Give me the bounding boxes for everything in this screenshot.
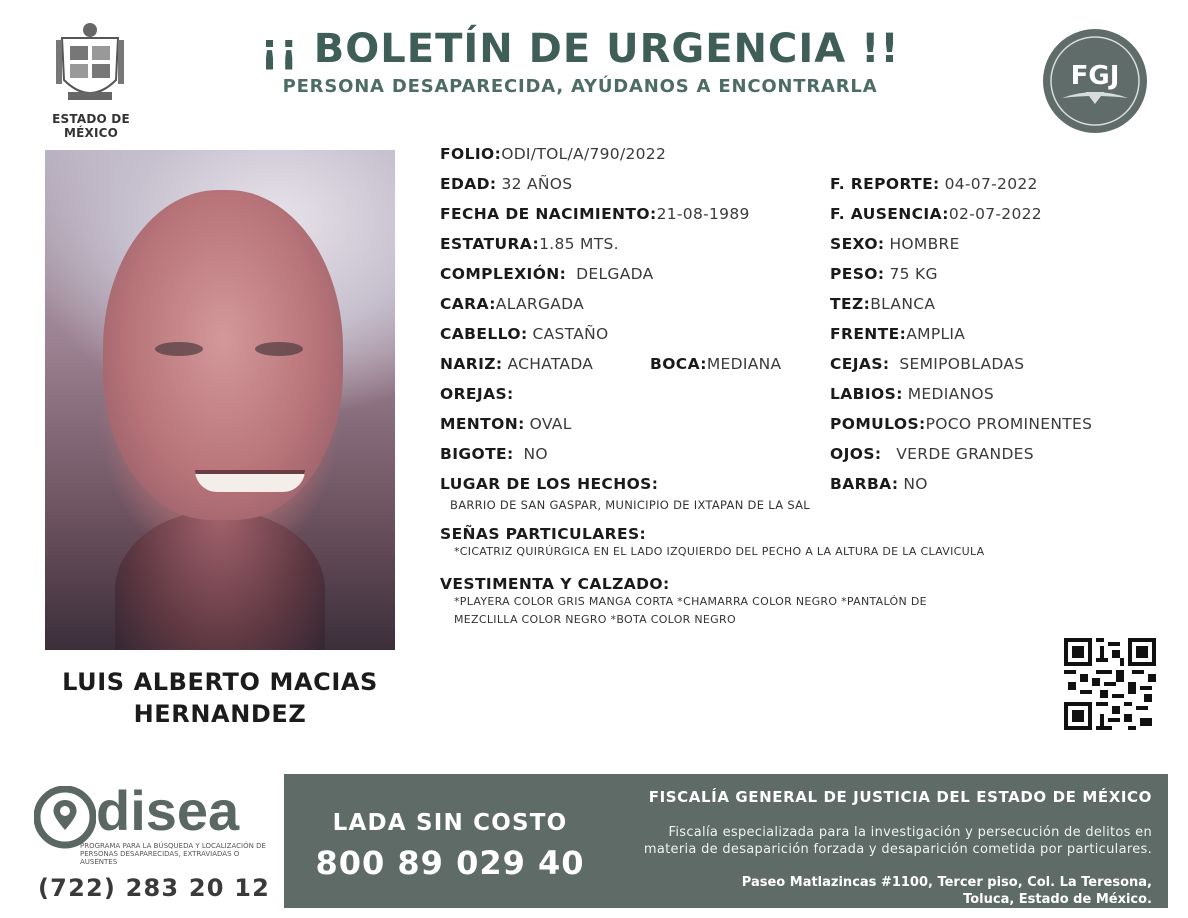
field-estatura: ESTATURA:1.85 MTS.	[440, 235, 619, 253]
field-complexion: COMPLEXIÓN: DELGADA	[440, 265, 654, 283]
field-f-reporte: F. REPORTE: 04-07-2022	[830, 175, 1038, 193]
field-boca: BOCA:MEDIANA	[650, 355, 782, 373]
fiscalia-description-line1: Fiscalía especializada para la investigación y persecución de delitos en	[668, 825, 1152, 840]
fiscalia-address	[600, 874, 1152, 908]
field-cabello: CABELLO: CASTAÑO	[440, 325, 609, 343]
fgj-logo-text: FGJ	[1070, 61, 1120, 91]
fiscalia-address-line2: Toluca, Estado de México.	[963, 892, 1152, 907]
fiscalia-address-line1: Paseo Matlazincas #1100, Tercer piso, Col. La Teresona,	[741, 875, 1152, 890]
field-folio: FOLIO:ODI/TOL/A/790/2022	[440, 145, 667, 163]
senas-value: *CICATRIZ QUIRÚRGICA EN EL LADO IZQUIERDO DEL PECHO A LA ALTURA DE LA CLAVICULA	[454, 545, 985, 558]
field-edad: EDAD: 32 AÑOS	[440, 175, 573, 193]
person-name-line2: HERNANDEZ	[133, 700, 307, 728]
qr-code-icon[interactable]	[1064, 638, 1156, 730]
field-peso: PESO: 75 KG	[830, 265, 938, 283]
lada-label: LADA SIN COSTO	[332, 810, 568, 836]
field-ojos: OJOS: VERDE GRANDES	[830, 445, 1034, 463]
field-pomulos: POMULOS:POCO PROMINENTES	[830, 415, 1093, 433]
person-photo	[45, 150, 395, 650]
field-orejas: OREJAS:	[440, 385, 514, 403]
field-lugar-label: LUGAR DE LOS HECHOS:	[440, 475, 659, 493]
field-f-ausencia: F. AUSENCIA:02-07-2022	[830, 205, 1042, 223]
vestimenta-line2: MEZCLILLA COLOR NEGRO *BOTA COLOR NEGRO	[454, 613, 736, 626]
field-barba: BARBA: NO	[830, 475, 928, 493]
person-name-line1: LUIS ALBERTO MACIAS	[62, 668, 378, 696]
field-labios: LABIOS: MEDIANOS	[830, 385, 995, 403]
field-cejas: CEJAS: SEMIPOBLADAS	[830, 355, 1025, 373]
odisea-phone[interactable]: (722) 283 20 12	[38, 874, 270, 902]
estado-de-mexico-seal-icon	[52, 20, 128, 108]
field-sexo: SEXO: HOMBRE	[830, 235, 960, 253]
vestimenta-line1: *PLAYERA COLOR GRIS MANGA CORTA *CHAMARRA COLOR NEGRO *PANTALÓN DE	[454, 595, 927, 608]
field-cara: CARA:ALARGADA	[440, 295, 585, 313]
field-lugar-value: BARRIO DE SAN GASPAR, MUNICIPIO DE IXTAPAN DE LA SAL	[450, 498, 811, 512]
field-frente: FRENTE:AMPLIA	[830, 325, 966, 343]
fiscalia-description-line2: materia de desaparición forzada y desaparición cometida por particulares.	[643, 842, 1152, 857]
person-name	[45, 666, 395, 730]
field-tez: TEZ:BLANCA	[830, 295, 936, 313]
senas-label: SEÑAS PARTICULARES:	[440, 525, 647, 543]
bulletin-title: ¡¡ BOLETÍN DE URGENCIA !!	[260, 26, 900, 72]
field-bigote: BIGOTE: NO	[440, 445, 548, 463]
bulletin-subtitle: PERSONA DESAPARECIDA, AYÚDANOS A ENCONTRARLA	[282, 76, 878, 97]
field-menton: MENTON: OVAL	[440, 415, 572, 433]
field-nariz: NARIZ: ACHATADA	[440, 355, 594, 373]
fiscalia-description	[600, 824, 1152, 858]
odisea-logo-text: disea	[96, 779, 240, 842]
field-fecha-nacimiento: FECHA DE NACIMIENTO:21-08-1989	[440, 205, 750, 223]
fiscalia-title: FISCALÍA GENERAL DE JUSTICIA DEL ESTADO DE MÉXICO	[648, 788, 1152, 806]
odisea-program-text: PROGRAMA PARA LA BÚSQUEDA Y LOCALIZACIÓN DE PERSONAS DESAPARECIDAS, EXTRAVIADAS O AUSENTES	[80, 842, 266, 866]
fgj-logo-icon	[1040, 26, 1150, 136]
vestimenta-label: VESTIMENTA Y CALZADO:	[440, 575, 670, 593]
odisea-pin-icon	[34, 786, 96, 850]
state-label: ESTADO DE MÉXICO	[52, 112, 130, 140]
toll-free-number[interactable]: 800 89 029 40	[315, 844, 585, 882]
